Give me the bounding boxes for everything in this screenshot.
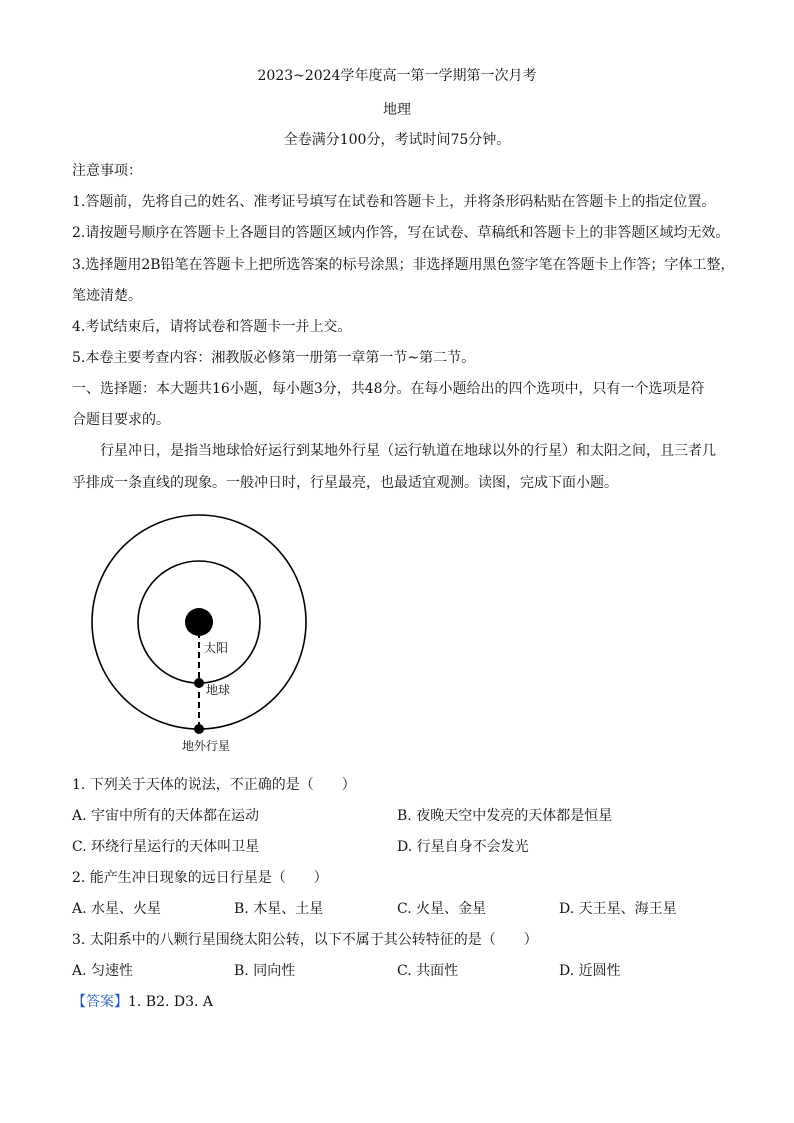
earth-marker	[194, 678, 204, 688]
question-option: A. 匀速性	[72, 963, 134, 979]
question-option: C. 环绕行星运行的天体叫卫星	[72, 839, 260, 855]
note-item: 2.请按题号顺序在答题卡上各题目的答题区域内作答，写在试卷、草稿纸和答题卡上的非答题区域均无效。	[72, 225, 730, 241]
question-option: D. 行星自身不会发光	[397, 839, 529, 855]
question-stem: 1. 下列关于天体的说法，不正确的是（ ）	[72, 777, 356, 793]
answer-text: 1. B2. D3. A	[128, 994, 214, 1010]
answer-label: 【答案】	[72, 994, 128, 1010]
question-option: A. 宇宙中所有的天体都在运动	[72, 808, 260, 824]
sun-label: 太阳	[204, 641, 229, 655]
question-option: C. 火星、金星	[397, 901, 487, 917]
exam-title: 2023~2024学年度高一第一学期第一次月考	[257, 68, 537, 84]
orbit-diagram	[0, 490, 794, 770]
planet-marker	[194, 724, 204, 734]
notes-heading: 注意事项：	[72, 163, 142, 179]
question-option: B. 同向性	[234, 963, 296, 979]
subject-title: 地理	[383, 102, 411, 118]
sun-marker	[185, 608, 213, 636]
section-heading: 一、选择题：本大题共16小题，每小题3分，共48分。在每小题给出的四个选项中，只有一个选项是符	[72, 381, 705, 397]
note-item: 笔迹清楚。	[72, 288, 142, 304]
note-item: 4.考试结束后，请将试卷和答题卡一并上交。	[72, 319, 352, 335]
question-option: B. 夜晚天空中发亮的天体都是恒星	[397, 808, 613, 824]
planet-label: 地外行星	[182, 739, 231, 753]
question-option: D. 近圆性	[559, 963, 621, 979]
section-heading-cont: 合题目要求的。	[72, 412, 170, 428]
exam-info: 全卷满分100分，考试时间75分钟。	[283, 132, 511, 148]
passage-text: 行星冲日，是指当地球恰好运行到某地外行星（运行轨道在地球以外的行星）和太阳之间，且三者几	[100, 443, 716, 459]
note-item: 5.本卷主要考查内容：湘教版必修第一册第一章第一节~第二节。	[72, 350, 476, 366]
answer-line	[72, 993, 213, 1011]
question-option: B. 木星、土星	[234, 901, 324, 917]
question-option: A. 水星、火星	[72, 901, 162, 917]
question-option: C. 共面性	[397, 963, 459, 979]
note-item: 1.答题前，先将自己的姓名、准考证号填写在试卷和答题卡上，并将条形码粘贴在答题卡上的指定位置。	[72, 194, 716, 210]
earth-label: 地球	[206, 683, 231, 697]
question-option: D. 天王星、海王星	[559, 901, 677, 917]
question-stem: 2. 能产生冲日现象的远日行星是（ ）	[72, 870, 328, 886]
question-stem: 3. 太阳系中的八颗行星围绕太阳公转，以下不属于其公转特征的是（ ）	[72, 932, 538, 948]
passage-text-cont: 乎排成一条直线的现象。一般冲日时，行星最亮，也最适宜观测。读图，完成下面小题。	[72, 475, 618, 491]
note-item: 3.选择题用2B铅笔在答题卡上把所选答案的标号涂黑；非选择题用黑色签字笔在答题卡上作答；字体工整，	[72, 257, 735, 273]
